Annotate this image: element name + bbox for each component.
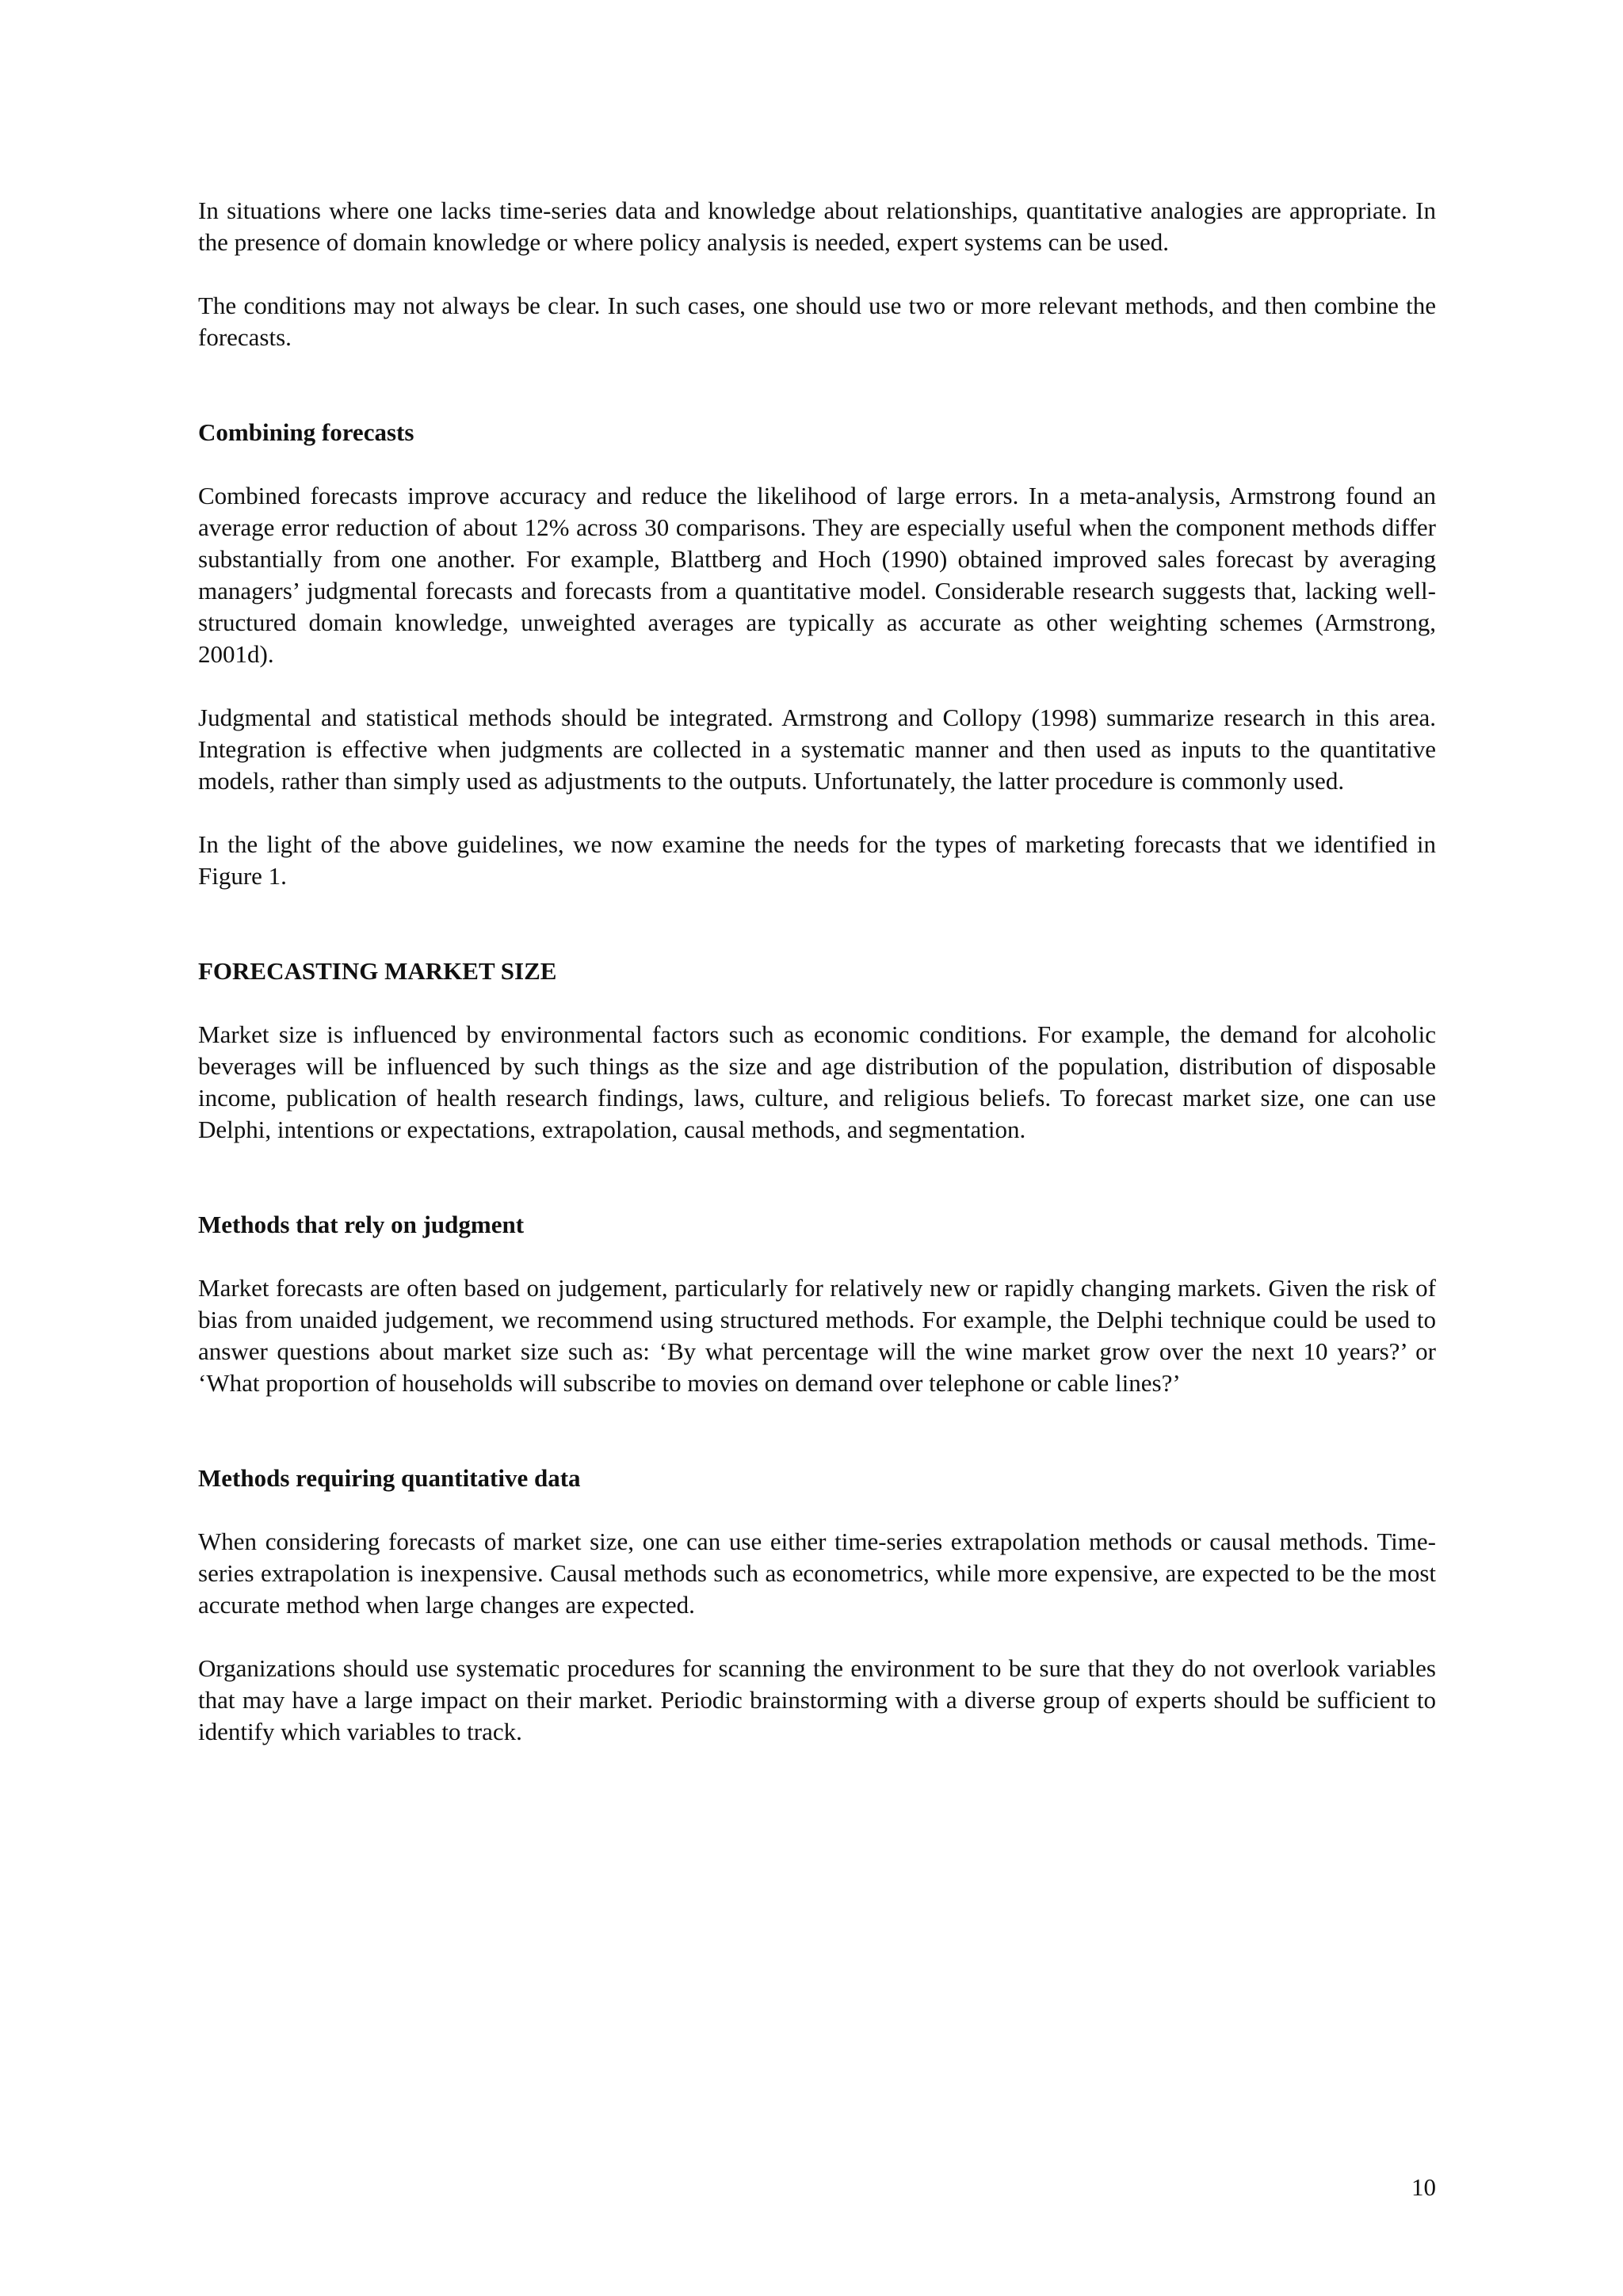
page-number: 10 — [1411, 2173, 1436, 2201]
paragraph-scanning-environment: Organizations should use systematic procedures for scanning the environment to be sure that they do not overlook variables that may have a large impact on their market. Periodic brainstorming with a diverse group of experts should be sufficient to identify which variables to track. — [198, 1654, 1436, 1745]
paragraph-judgmental-statistical: Judgmental and statistical methods should be integrated. Armstrong and Collopy (1998) summarize research in this area. Integration is effective when judgments are collected in a systematic manner and then used as inputs to the quantitative models, rather than simply used as adjustments to the outputs. Unfortunately, the latter procedure is commonly used. — [198, 704, 1436, 795]
heading-forecasting-market-size: FORECASTING MARKET SIZE — [198, 957, 557, 985]
paragraph-market-forecasts-judgement: Market forecasts are often based on judgement, particularly for relatively new or rapidly changing markets. Given the risk of bias from unaided judgement, we recommend using structured methods. For example, the Delphi technique could be used to answer questions about market size such as: ‘By what percentage will the wine market grow over the next 10 years?’ or ‘What proportion of households will subscribe to movies on demand over telephone or cable lines?’ — [198, 1274, 1436, 1397]
paragraph-conditions: The conditions may not always be clear. In such cases, one should use two or more relevant methods, and then combine the forecasts. — [198, 292, 1436, 351]
paragraph-time-series-causal: When considering forecasts of market size, one can use either time-series extrapolation methods or causal methods. Time-series extrapolation is inexpensive. Causal methods such as econometrics, while more expensive, are expected to be the most accurate method when large changes are expected. — [198, 1527, 1436, 1619]
paragraph-market-size: Market size is influenced by environmental factors such as economic conditions. For example, the demand for alcoholic beverages will be influenced by such things as the size and age distribution of the population, distribution of disposable income, publication of health research findings, laws, culture, and religious beliefs. To forecast market size, one can use Delphi, intentions or expectations, extrapolation, causal methods, and segmentation. — [198, 1020, 1436, 1143]
document-body — [198, 195, 1436, 1748]
paragraph-guidelines: In the light of the above guidelines, we now examine the needs for the types of marketing forecasts that we identified in Figure 1. — [198, 830, 1436, 890]
heading-methods-judgment: Methods that rely on judgment — [198, 1211, 525, 1238]
heading-methods-quantitative: Methods requiring quantitative data — [198, 1464, 581, 1492]
paragraph-combined-forecasts: Combined forecasts improve accuracy and reduce the likelihood of large errors. In a meta-analysis, Armstrong found an average error reduction of about 12% across 30 comparisons. They are especially useful when the component methods differ substantially from one another. For example, Blattberg and Hoch (1990) obtained improved sales forecast by averaging managers’ judgmental forecasts and forecasts from a quantitative model. Considerable research suggests that, lacking well-structured domain knowledge, unweighted averages are typically as accurate as other weighting schemes (Armstrong, 2001d). — [198, 482, 1436, 668]
paragraph-quantitative-analogies: In situations where one lacks time-series data and knowledge about relationships, quantitative analogies are appropriate. In the presence of domain knowledge or where policy analysis is needed, expert systems can be used. — [198, 196, 1436, 256]
heading-combining-forecasts: Combining forecasts — [198, 418, 414, 446]
